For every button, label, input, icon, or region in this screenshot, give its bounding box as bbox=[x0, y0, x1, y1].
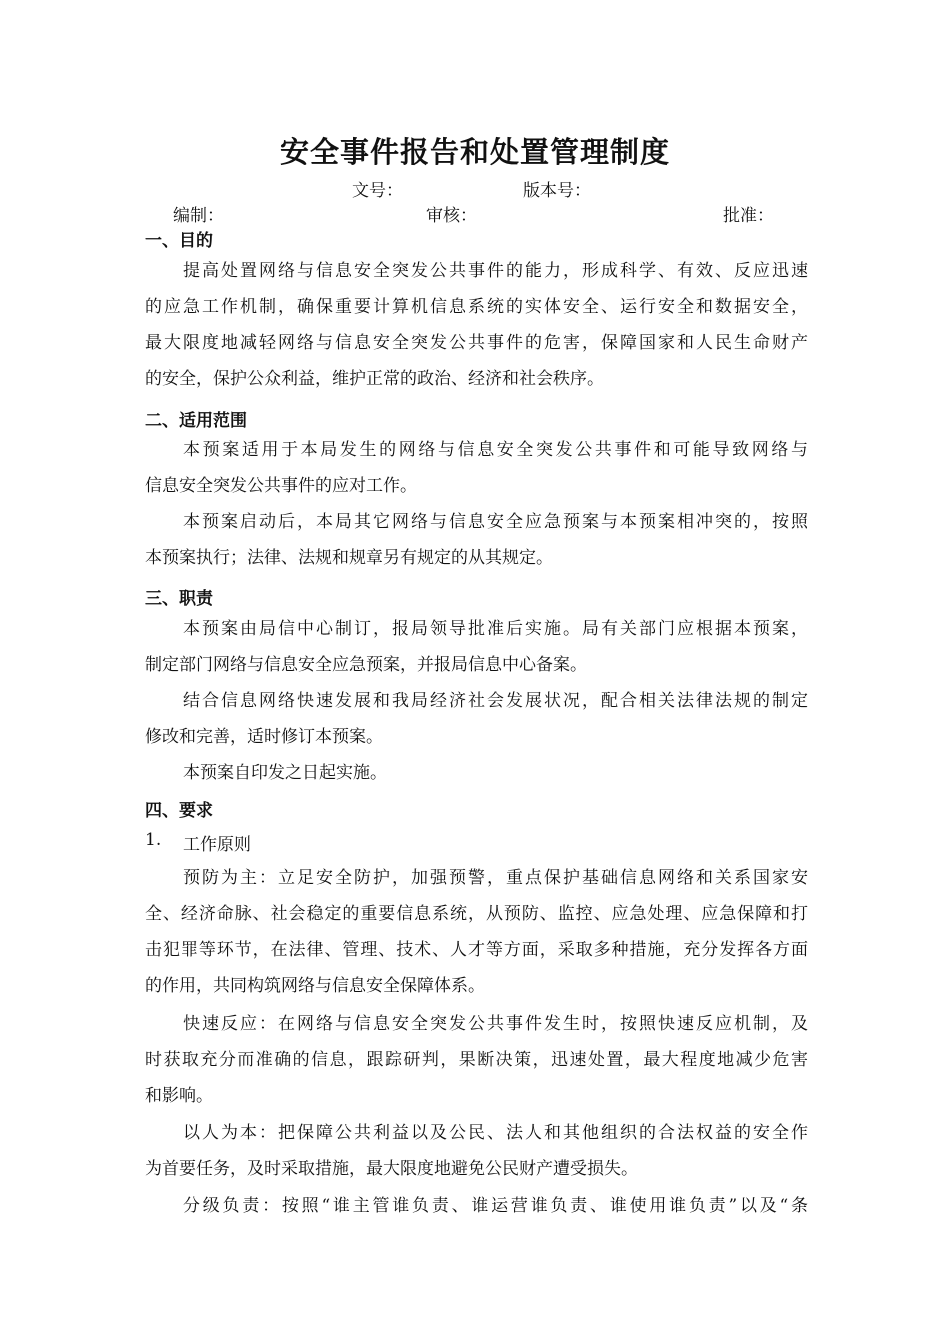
list-number: 1. bbox=[145, 830, 162, 850]
paragraph-line: 制定部门网络与信息安全应急预案，并报局信息中心备案。 bbox=[145, 655, 587, 675]
list-item-title: 工作原则 bbox=[183, 835, 251, 855]
paragraph-line: 为首要任务，及时采取措施，最大限度地避免公民财产遭受损失。 bbox=[145, 1159, 638, 1179]
section-heading-scope: 二、适用范围 bbox=[145, 411, 247, 431]
paragraph-line: 修改和完善，适时修订本预案。 bbox=[145, 727, 383, 747]
paragraph-line: 本预案由局信中心制订，报局领导批准后实施。局有关部门应根据本预案， bbox=[183, 619, 808, 639]
section-heading-requirements: 四、要求 bbox=[145, 801, 213, 821]
paragraph-line: 提高处置网络与信息安全突发公共事件的能力，形成科学、有效、反应迅速 bbox=[183, 261, 808, 281]
document-title: 安全事件报告和处置管理制度 bbox=[279, 135, 670, 169]
paragraph-line: 本预案启动后，本局其它网络与信息安全应急预案与本预案相冲突的，按照 bbox=[183, 512, 808, 532]
paragraph-line: 快速反应：在网络与信息安全突发公共事件发生时，按照快速反应机制，及 bbox=[183, 1014, 808, 1034]
paragraph-line: 全、经济命脉、社会稳定的重要信息系统，从预防、监控、应急处理、应急保障和打 bbox=[145, 904, 808, 924]
approved-by-label: 批准： bbox=[723, 206, 774, 226]
paragraph-line: 以人为本：把保障公共利益以及公民、法人和其他组织的合法权益的安全作 bbox=[183, 1123, 808, 1143]
paragraph-line: 击犯罪等环节，在法律、管理、技术、人才等方面，采取多种措施，充分发挥各方面 bbox=[145, 940, 808, 960]
paragraph-line: 本预案自印发之日起实施。 bbox=[183, 763, 387, 783]
paragraph-line: 和影响。 bbox=[145, 1086, 213, 1106]
paragraph-line: 预防为主：立足安全防护，加强预警，重点保护基础信息网络和关系国家安 bbox=[183, 868, 808, 888]
paragraph-line: 的应急工作机制，确保重要计算机信息系统的实体安全、运行安全和数据安全， bbox=[145, 297, 808, 317]
paragraph-line: 本预案执行；法律、法规和规章另有规定的从其规定。 bbox=[145, 548, 553, 568]
section-heading-purpose: 一、目的 bbox=[145, 231, 213, 251]
paragraph-line: 的作用，共同构筑网络与信息安全保障体系。 bbox=[145, 976, 485, 996]
paragraph-line: 本预案适用于本局发生的网络与信息安全突发公共事件和可能导致网络与 bbox=[183, 440, 808, 460]
reviewed-by-label: 审核： bbox=[426, 206, 477, 226]
paragraph-line: 最大限度地减轻网络与信息安全突发公共事件的危害，保障国家和人民生命财产 bbox=[145, 333, 808, 353]
paragraph-line: 信息安全突发公共事件的应对工作。 bbox=[145, 476, 417, 496]
compiled-by-label: 编制： bbox=[173, 206, 224, 226]
paragraph-line: 结合信息网络快速发展和我局经济社会发展状况，配合相关法律法规的制定 bbox=[183, 691, 808, 711]
version-label: 版本号： bbox=[523, 181, 591, 201]
paragraph-line: 的安全，保护公众利益，维护正常的政治、经济和社会秩序。 bbox=[145, 369, 604, 389]
section-heading-duties: 三、职责 bbox=[145, 589, 213, 609]
paragraph-line: 时获取充分而准确的信息，跟踪研判，果断决策，迅速处置，最大程度地减少危害 bbox=[145, 1050, 808, 1070]
paragraph-line: 分级负责：按照“谁主管谁负责、谁运营谁负责、谁使用谁负责”以及“条 bbox=[183, 1196, 808, 1216]
doc-number-label: 文号： bbox=[352, 181, 403, 201]
